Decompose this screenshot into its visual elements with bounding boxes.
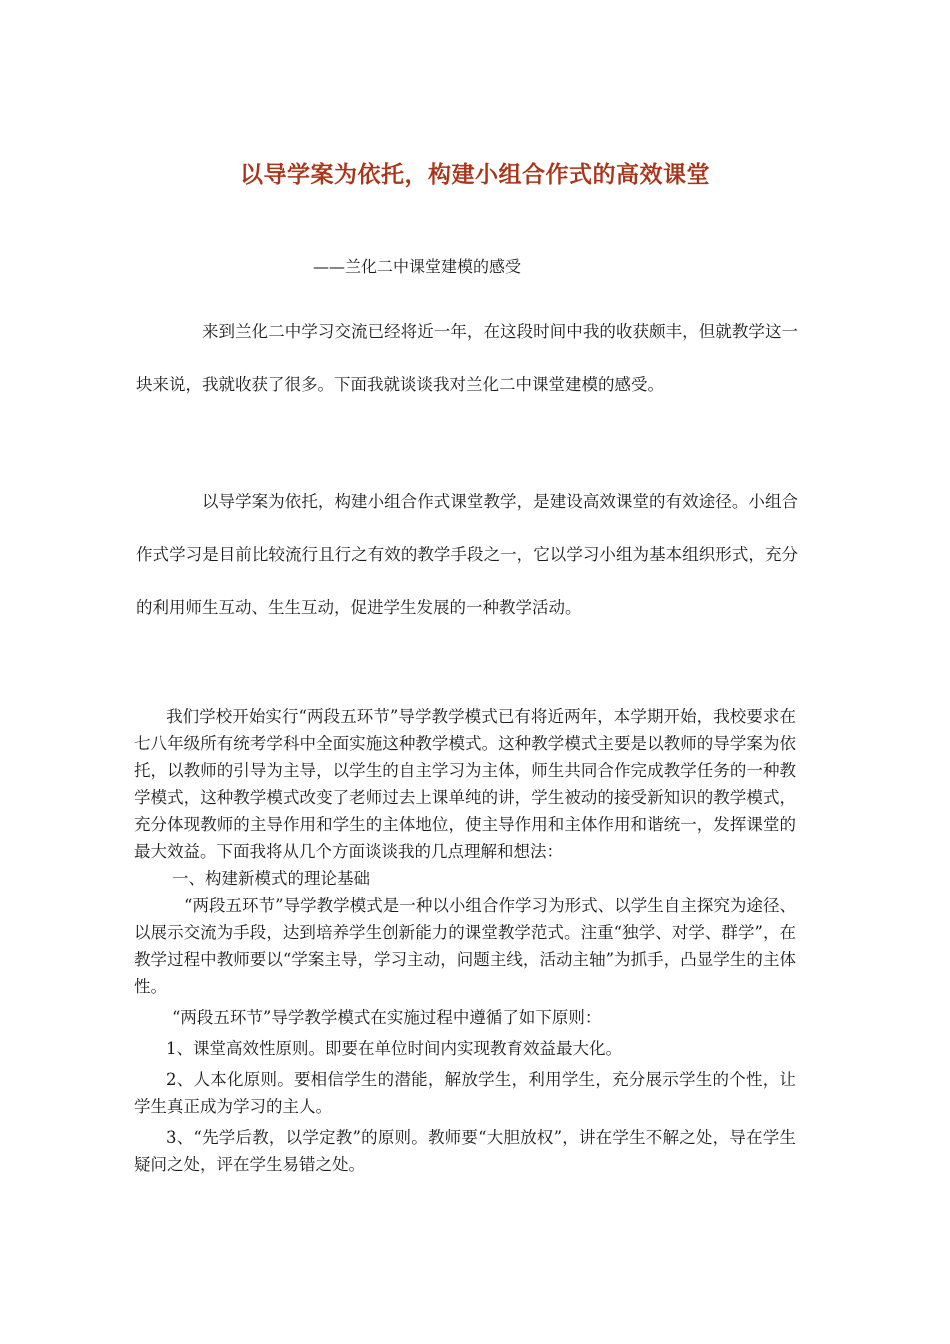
body-section bbox=[134, 703, 796, 1178]
principle-item: 3、“先学后教，以学定教”的原则。教师要“大胆放权”，讲在学生不解之处，导在学生疑问之处，评在学生易错之处。 bbox=[134, 1128, 796, 1174]
document-subtitle: ——兰化二中课堂建模的感受 bbox=[313, 257, 522, 276]
principle-item: 1、课堂高效性原则。即要在单位时间内实现教育效益最大化。 bbox=[166, 1039, 622, 1058]
body-paragraph: 我们学校开始实行“两段五环节”导学教学模式已有将近两年，本学期开始，我校要求在七八年级所有统考学科中全面实施这种教学模式。这种教学模式主要是以教师的导学案为依托，以教师的引导为主导，以学生的自主学习为主体，师生共同合作完成教学任务的一种教学模式，这种教学模式改变了老师过去上课单纯的讲，学生被动的接受新知识的教学模式，充分体现教师的主导作用和学生的主体地位，使主导作用和主体作用和谐统一，发挥课堂的最大效益。下面我将从几个方面谈谈我的几点理解和想法： bbox=[134, 707, 796, 861]
principle-item: 2、人本化原则。要相信学生的潜能，解放学生，利用学生，充分展示学生的个性，让学生真正成为学习的主人。 bbox=[134, 1070, 796, 1116]
intro-paragraph: 来到兰化二中学习交流已经将近一年，在这段时间中我的收获颇丰，但就教学这一块来说，我就收获了很多。下面我就谈谈我对兰化二中课堂建模的感受。 bbox=[136, 322, 798, 394]
section-heading: 一、构建新模式的理论基础 bbox=[172, 869, 370, 888]
body-paragraph: “两段五环节”导学教学模式在实施过程中遵循了如下原则： bbox=[172, 1008, 602, 1027]
thesis-paragraph: 以导学案为依托，构建小组合作式课堂教学，是建设高效课堂的有效途径。小组合作式学习是目前比较流行且行之有效的教学手段之一，它以学习小组为基本组织形式，充分的利用师生互动、生生互动，促进学生发展的一种教学活动。 bbox=[136, 492, 798, 617]
document-title: 以导学案为依托，构建小组合作式的高效课堂 bbox=[240, 162, 710, 188]
body-paragraph: “两段五环节”导学教学模式是一种以小组合作学习为形式、以学生自主探究为途径、以展示交流为手段，达到培养学生创新能力的课堂教学范式。注重“独学、对学、群学”，在教学过程中教师要以“学案主导，学习主动，问题主线，活动主轴”为抓手，凸显学生的主体性。 bbox=[134, 896, 796, 996]
